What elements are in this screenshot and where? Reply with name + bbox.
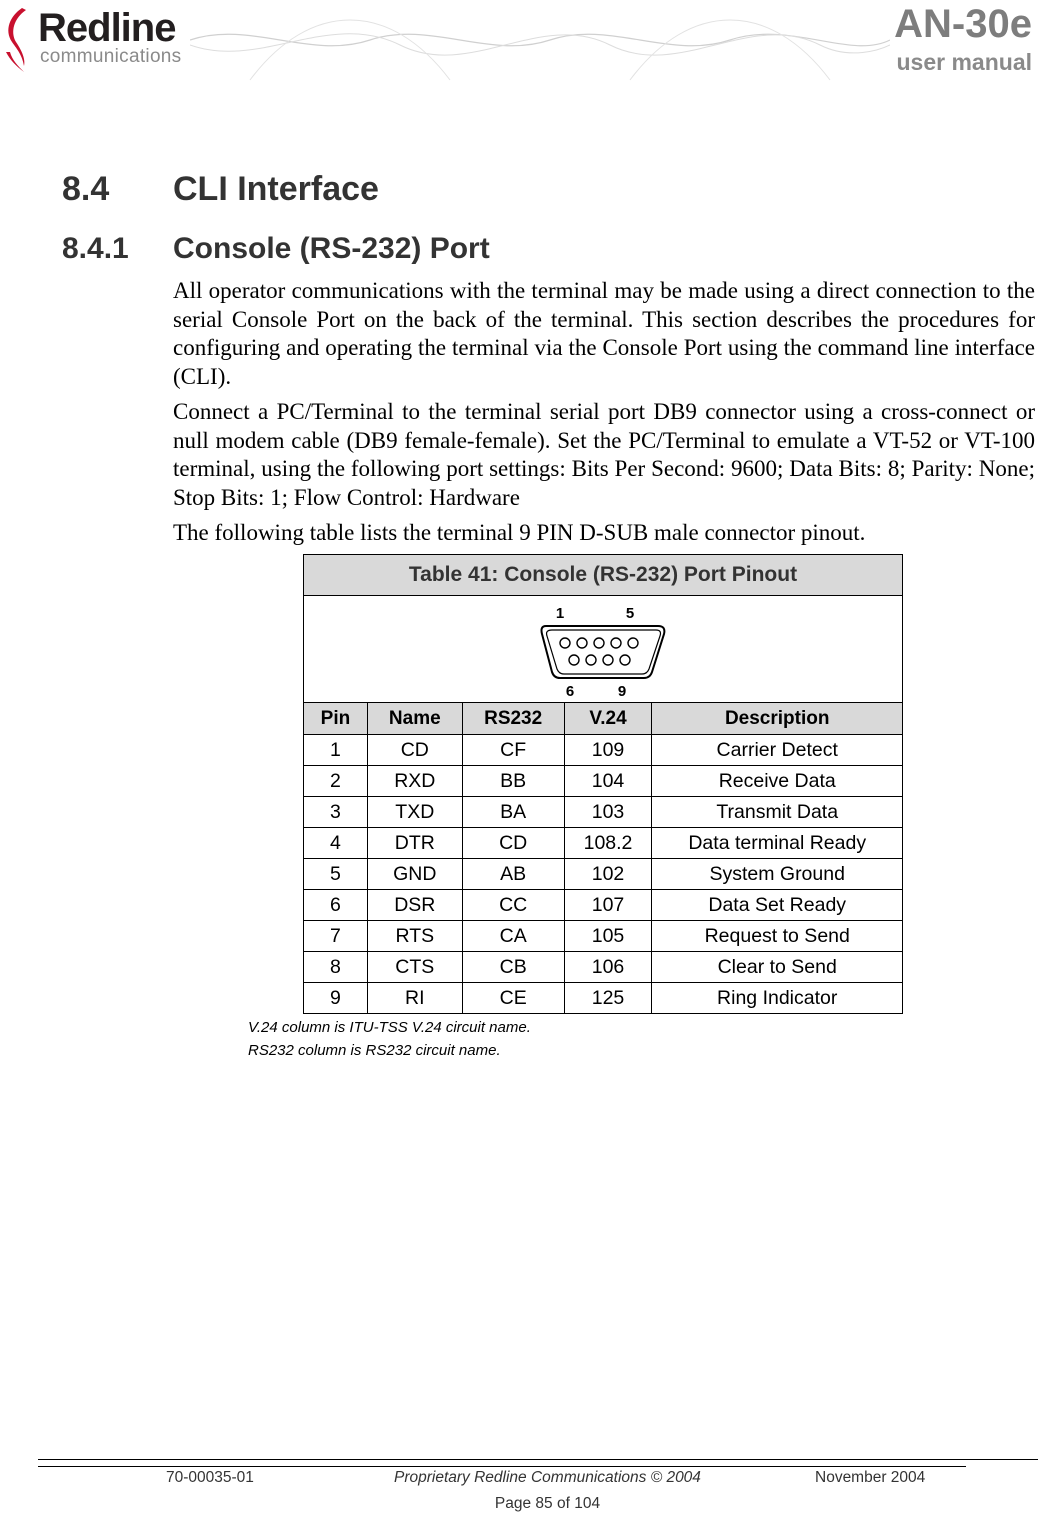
cell-v24: 102: [564, 859, 652, 890]
cell-description: Carrier Detect: [652, 735, 903, 766]
cell-name: GND: [367, 859, 462, 890]
cell-rs232: BA: [462, 797, 564, 828]
cell-name: RI: [367, 983, 462, 1014]
footer-rule: [38, 1466, 966, 1467]
section-number: 8.4: [62, 170, 110, 208]
cell-description: Request to Send: [652, 921, 903, 952]
table-row: [304, 890, 903, 921]
cell-rs232: CD: [462, 828, 564, 859]
cell-pin: 4: [304, 828, 368, 859]
column-header: V.24: [564, 703, 652, 735]
redline-logo: [0, 2, 210, 77]
header-wave-graphic: [190, 0, 890, 90]
table-caption: Table 41: Console (RS-232) Port Pinout: [304, 555, 903, 596]
table-note: RS232 column is RS232 circuit name.: [248, 1042, 501, 1059]
column-header: Description: [652, 703, 903, 735]
footer-copyright: Proprietary Redline Communications © 2004: [394, 1469, 701, 1486]
cell-rs232: AB: [462, 859, 564, 890]
cell-name: DSR: [367, 890, 462, 921]
cell-pin: 2: [304, 766, 368, 797]
cell-v24: 103: [564, 797, 652, 828]
product-name: AN-30e: [894, 2, 1032, 46]
db9-connector-icon: [538, 602, 668, 700]
footer-date: November 2004: [815, 1469, 926, 1486]
table-row: [304, 766, 903, 797]
table-row: [304, 859, 903, 890]
table-note: V.24 column is ITU-TSS V.24 circuit name.: [248, 1019, 531, 1036]
cell-rs232: CA: [462, 921, 564, 952]
cell-name: RXD: [367, 766, 462, 797]
cell-description: Data Set Ready: [652, 890, 903, 921]
cell-name: CTS: [367, 952, 462, 983]
table-row: [304, 921, 903, 952]
cell-name: DTR: [367, 828, 462, 859]
column-header: RS232: [462, 703, 564, 735]
connector-diagram-cell: [304, 596, 903, 703]
page-header: [0, 0, 1038, 90]
cell-pin: 3: [304, 797, 368, 828]
cell-name: RTS: [367, 921, 462, 952]
cell-pin: 5: [304, 859, 368, 890]
table-row: [304, 797, 903, 828]
cell-v24: 104: [564, 766, 652, 797]
paragraph: All operator communications with the terminal may be made using a direct connection to the serial Console Port on the back of the terminal. This section describes the procedures for configuring and operating the terminal via the Console Port using the command line interface (CLI).: [173, 278, 1035, 390]
footer-page-number: Page 85 of 104: [494, 1495, 601, 1512]
cell-name: TXD: [367, 797, 462, 828]
subsection-title: Console (RS-232) Port: [173, 232, 490, 265]
cell-pin: 8: [304, 952, 368, 983]
pin-label: 1: [555, 605, 565, 622]
pinout-table: [303, 554, 903, 1014]
cell-rs232: BB: [462, 766, 564, 797]
cell-pin: 9: [304, 983, 368, 1014]
cell-v24: 108.2: [564, 828, 652, 859]
product-title-block: [894, 2, 1032, 76]
cell-description: Transmit Data: [652, 797, 903, 828]
paragraph: The following table lists the terminal 9 PIN D-SUB male connector pinout.: [173, 520, 866, 545]
cell-rs232: CC: [462, 890, 564, 921]
paragraph: Connect a PC/Terminal to the terminal serial port DB9 connector using a cross-connect or null modem cable (DB9 female-female). Set the PC/Terminal to emulate a VT-52 or VT-100 terminal, using the following port settings: Bits Per Second: 9600; Data Bits: 8; Parity: None; Stop Bits: 1; Flow Control: Hardware: [173, 399, 1035, 511]
cell-description: Data terminal Ready: [652, 828, 903, 859]
column-header: Pin: [304, 703, 368, 735]
cell-rs232: CF: [462, 735, 564, 766]
pin-label: 9: [617, 683, 627, 700]
subsection-number: 8.4.1: [62, 232, 129, 265]
cell-description: Ring Indicator: [652, 983, 903, 1014]
cell-v24: 107: [564, 890, 652, 921]
cell-v24: 105: [564, 921, 652, 952]
table-row: [304, 952, 903, 983]
cell-rs232: CE: [462, 983, 564, 1014]
subsection-heading: [62, 232, 490, 266]
cell-pin: 7: [304, 921, 368, 952]
product-subtitle: user manual: [896, 49, 1032, 75]
cell-v24: 106: [564, 952, 652, 983]
cell-description: System Ground: [652, 859, 903, 890]
pin-label: 5: [625, 605, 635, 622]
footer-doc-number: 70-00035-01: [166, 1469, 254, 1486]
cell-rs232: CB: [462, 952, 564, 983]
table-row: [304, 828, 903, 859]
cell-description: Clear to Send: [652, 952, 903, 983]
cell-description: Receive Data: [652, 766, 903, 797]
cell-v24: 125: [564, 983, 652, 1014]
cell-v24: 109: [564, 735, 652, 766]
cell-pin: 6: [304, 890, 368, 921]
section-title: CLI Interface: [173, 170, 379, 208]
pin-label: 6: [565, 683, 575, 700]
table-row: [304, 735, 903, 766]
column-header: Name: [367, 703, 462, 735]
logo-subtitle: communications: [40, 46, 182, 67]
table-row: [304, 983, 903, 1014]
logo-wordmark: Redline: [38, 6, 176, 50]
footer-rule: [38, 1459, 1038, 1460]
cell-name: CD: [367, 735, 462, 766]
cell-pin: 1: [304, 735, 368, 766]
section-heading: [62, 170, 379, 209]
redline-swoosh-icon: [0, 2, 40, 77]
table-header-row: [304, 703, 903, 735]
